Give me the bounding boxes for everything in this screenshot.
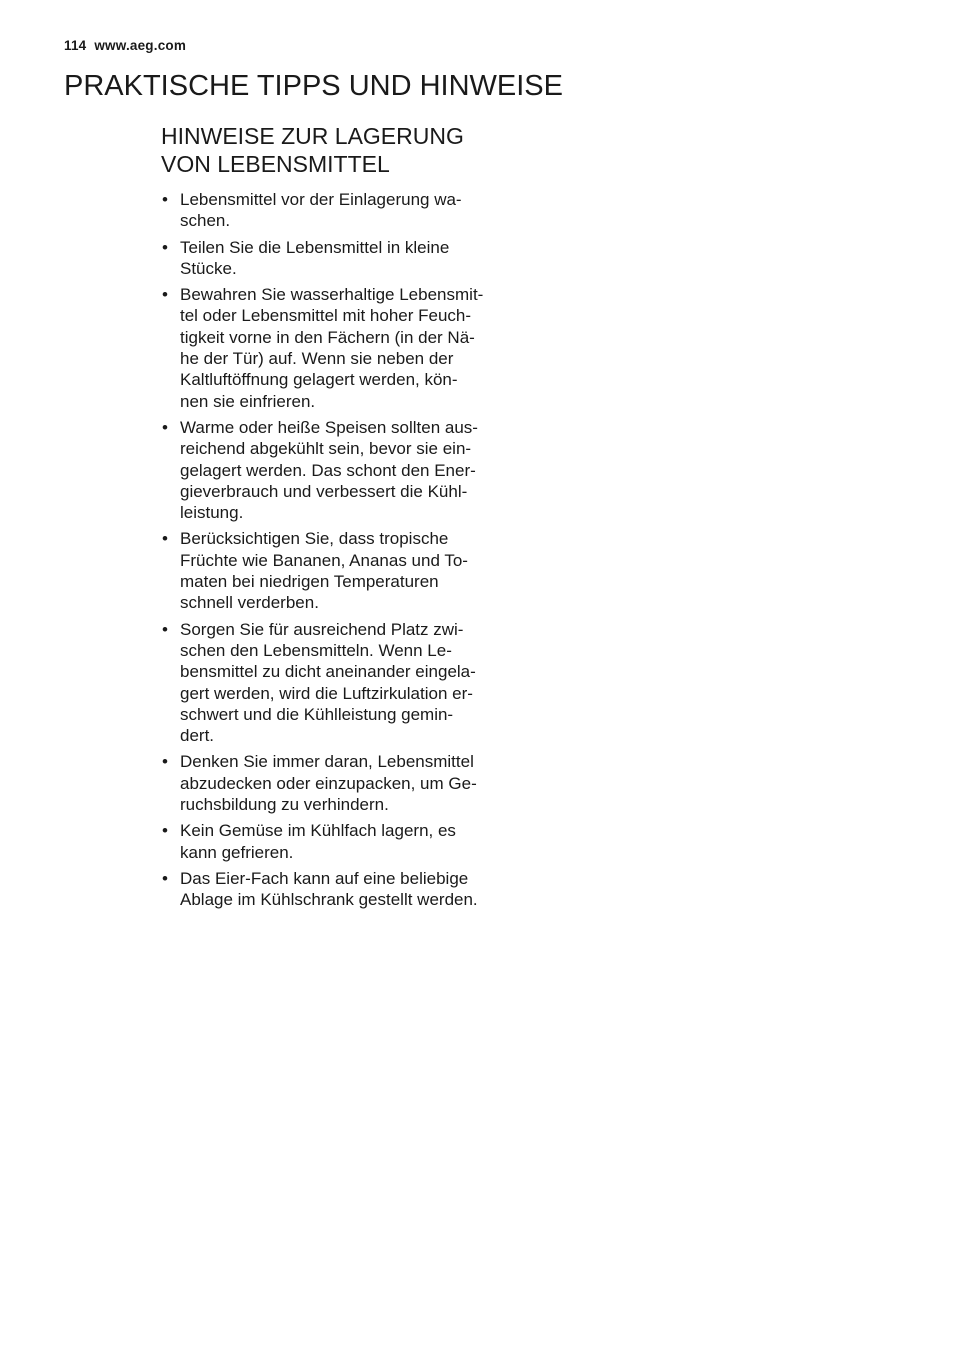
list-item-text: gelagert werden. Das schont den Ener- (180, 460, 476, 480)
list-item-text: nen sie einfrieren. (180, 391, 316, 411)
list-item-text: schnell verderben. (180, 593, 319, 613)
list-item (161, 528, 513, 613)
page-title: PRAKTISCHE TIPPS UND HINWEISE (64, 70, 563, 102)
bullet-icon: • (162, 752, 168, 772)
page-number: 114 (64, 38, 87, 53)
list-item-text: Kaltluftöffnung gelagert werden, kön- (180, 370, 458, 390)
bullet-icon: • (162, 868, 168, 888)
list-item-text: Sorgen Sie für ausreichend Platz zwi- (180, 619, 464, 639)
list-item-text: abzudecken oder einzupacken, um Ge- (180, 773, 477, 793)
list-item-text: Stücke. (180, 258, 237, 278)
list-item (161, 417, 513, 523)
section-heading (161, 122, 513, 178)
list-item-text: tel oder Lebensmittel mit hoher Feuch- (180, 306, 472, 326)
list-item-text: Früchte wie Bananen, Ananas und To- (180, 550, 468, 570)
bullet-icon: • (162, 821, 168, 841)
list-item-text: Das Eier-Fach kann auf eine beliebige (180, 868, 469, 888)
list-item-text: leistung. (180, 503, 244, 523)
list-item-text: Kein Gemüse im Kühlfach lagern, es (180, 821, 456, 841)
bullet-icon: • (162, 619, 168, 639)
list-item-text: dert. (180, 726, 215, 746)
list-item-text: kann gefrieren. (180, 842, 294, 862)
list-item-text: Lebensmittel vor der Einlagerung wa- (180, 190, 462, 209)
list-item-text: tigkeit vorne in den Fächern (in der Nä- (180, 327, 475, 347)
bullet-icon: • (162, 529, 168, 549)
list-item-text: gieverbrauch und verbessert die Kühl- (180, 481, 468, 501)
bullet-icon: • (162, 417, 168, 437)
list-item-text: reichend abgekühlt sein, bevor sie ein- (180, 439, 472, 459)
list-item-text: bensmittel zu dicht aneinander eingela- (180, 662, 476, 682)
list-item (161, 284, 513, 412)
section-heading-line: VON LEBENSMITTEL (161, 151, 390, 177)
bullet-icon: • (162, 237, 168, 257)
list-item-text: schwert und die Kühlleistung gemin- (180, 704, 454, 724)
list-item-text: gert werden, wird die Luftzirkulation er- (180, 683, 473, 703)
bullet-icon: • (162, 285, 168, 305)
page-header (64, 38, 186, 53)
bullet-icon: • (162, 190, 168, 209)
tips-list (161, 189, 513, 911)
website-url: www.aeg.com (94, 38, 187, 53)
list-item-text: Berücksichtigen Sie, dass tropische (180, 529, 449, 549)
list-item-text: Denken Sie immer daran, Lebensmittel (180, 752, 474, 772)
list-item-text: he der Tür) auf. Wenn sie neben der (180, 349, 454, 369)
list-item (161, 868, 513, 911)
list-item-text: maten bei niedrigen Temperaturen (180, 572, 439, 592)
list-item (161, 189, 513, 232)
list-item-text: schen. (180, 211, 231, 231)
list-item (161, 751, 513, 815)
list-item (161, 820, 513, 863)
list-item-text: ruchsbildung zu verhindern. (180, 795, 389, 815)
storage-tips-section (161, 122, 513, 916)
list-item (161, 237, 513, 280)
list-item-text: Bewahren Sie wasserhaltige Lebensmit- (180, 285, 484, 305)
list-item-text: Warme oder heiße Speisen sollten aus- (180, 417, 478, 437)
list-item-text: Ablage im Kühlschrank gestellt werden. (180, 890, 478, 910)
list-item-text: Teilen Sie die Lebensmittel in kleine (180, 237, 450, 257)
list-item (161, 619, 513, 747)
list-item-text: schen den Lebensmitteln. Wenn Le- (180, 640, 452, 660)
section-heading-line: HINWEISE ZUR LAGERUNG (161, 123, 464, 149)
